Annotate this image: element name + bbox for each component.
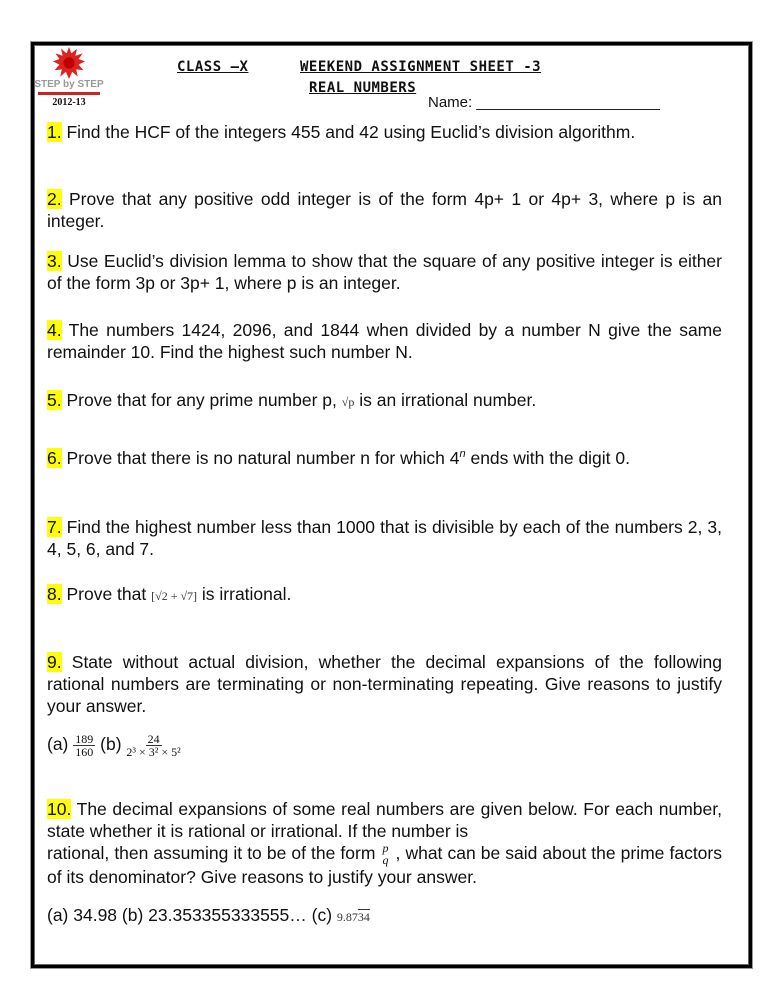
question-9-parts: (a) $\frac{189}{160}$ (b) $\frac{24}{\text{2³ × 3² × 5²}}$ bbox=[47, 732, 181, 759]
sqrt-sum-formula: [√2 + √7] bbox=[151, 589, 198, 603]
logo-year: 2012-13 bbox=[52, 97, 86, 108]
question-6: 6. Prove that there is no natural number n for which 4$^n$ ends with the digit 0. bbox=[47, 448, 630, 468]
question-1: 1. Find the HCF of the integers 455 and 42 using Euclid’s division algorithm. bbox=[47, 122, 636, 142]
logo-bar bbox=[38, 92, 100, 95]
question-10-block bbox=[47, 798, 722, 928]
logo-text: STEP by STEP bbox=[34, 79, 104, 90]
star-burst-icon bbox=[53, 47, 85, 79]
fraction-b: $\frac{24}{\text{2³ × 3² × 5²}}$ bbox=[126, 732, 181, 759]
fraction-p-q: p q bbox=[382, 841, 389, 868]
sqrt-p-formula: √p bbox=[341, 395, 355, 409]
sheet-title: WEEKEND ASSIGNMENT SHEET -3 bbox=[300, 59, 542, 75]
question-8: 8. Prove that [√2 + √7] is irrational. bbox=[47, 584, 292, 604]
question-10: 10. The decimal expansions of some real numbers are given below. For each number, state whether it is rational or irrational. If the number is rational, then assuming it to be of the form p q , what can be said about the prime factors of its denominator? Give reasons to justify your answer. bbox=[47, 799, 722, 888]
question-9: 9. State without actual division, whether the decimal expansions of the following rational numbers are terminating or non-terminating repeating. Give reasons to justify your answer. bbox=[47, 652, 722, 716]
class-label: CLASS –X bbox=[177, 59, 249, 75]
question-5: 5. Prove that for any prime number p, √p is an irrational number. bbox=[47, 390, 537, 410]
sheet-subtitle: REAL NUMBERS bbox=[309, 80, 417, 96]
question-7: 7. Find the highest number less than 1000 that is divisible by each of the numbers 2, 3, 4, 5, 6, and 7. bbox=[47, 517, 722, 559]
question-2: 2. Prove that any positive odd integer is of the form 4p+ 1 or 4p+ 3, where p is an integer. bbox=[47, 189, 722, 231]
name-field[interactable]: Name: ______________________ bbox=[428, 94, 660, 111]
fraction-a: $\frac{189}{160}$ bbox=[75, 732, 94, 759]
school-logo bbox=[34, 47, 104, 109]
question-3: 3. Use Euclid’s division lemma to show that the square of any positive integer is either of the form 3p or 3p+ 1, where p is an integer. bbox=[47, 251, 722, 293]
question-4: 4. The numbers 1424, 2096, and 1844 when divided by a number N give the same remainder 10. Find the highest such number N. bbox=[47, 320, 722, 362]
question-10-parts: (a) 34.98 (b) 23.353355333555… (c) 9.8734 bbox=[47, 905, 370, 926]
